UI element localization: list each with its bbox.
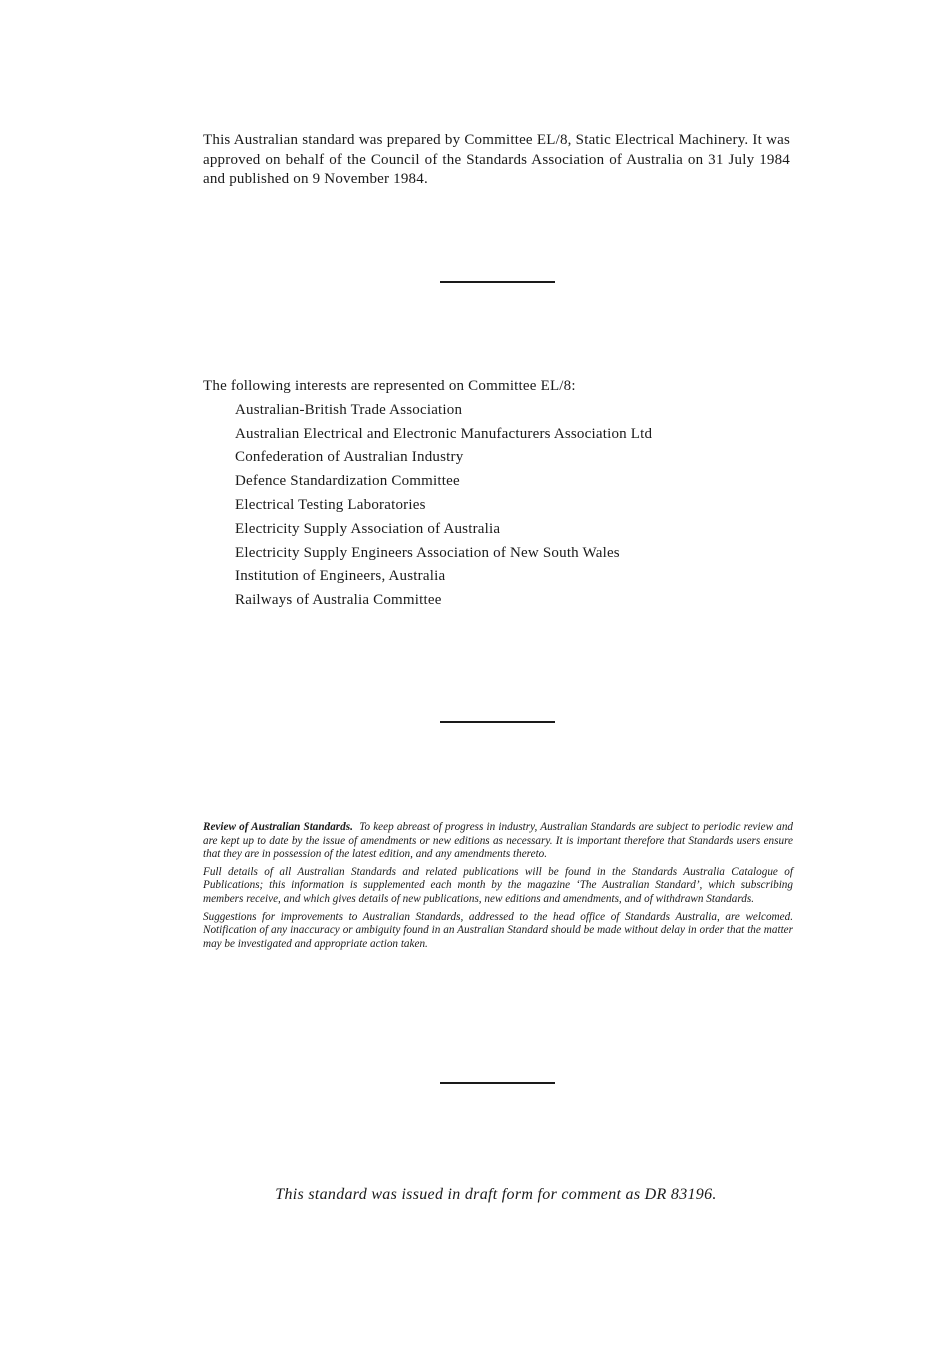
review-paragraph [203, 821, 793, 862]
committee-interests [203, 375, 790, 613]
interest-item: Institution of Engineers, Australia [235, 568, 446, 585]
approval-text: This Australian standard was prepared by Committee EL/8, Static Electrical Machinery. It was approved on behalf of the Council of the Standards Association of Australia on 31 July 1984 and published on 9 November 1984. [203, 132, 790, 187]
divider-rule [440, 721, 555, 723]
interest-item: Australian Electrical and Electronic Manufacturers Association Ltd [235, 425, 653, 442]
divider-rule [440, 1082, 555, 1084]
interest-item: Defence Standardization Committee [235, 473, 460, 490]
review-notice [203, 821, 793, 955]
suggestions-paragraph: Suggestions for improvements to Australian Standards, addressed to the head office of Standards Australia, are welcomed. Notification of any inaccuracy or ambiguity found in an Australian Standard should be made without delay in order that the matter may be investigated and appropriate action taken. [203, 910, 793, 950]
interests-lead: The following interests are represented on Committee EL/8: [203, 378, 576, 394]
divider-rule [440, 281, 555, 283]
interest-item: Electrical Testing Laboratories [235, 496, 426, 513]
interest-item: Railways of Australia Committee [235, 592, 442, 609]
draft-note: This standard was issued in draft form for comment as DR 83196. [275, 1186, 717, 1203]
interest-item: Electricity Supply Engineers Association of New South Wales [235, 544, 620, 561]
approval-statement [203, 131, 790, 190]
interest-item: Electricity Supply Association of Australia [235, 520, 501, 537]
interest-item: Australian-British Trade Association [235, 401, 463, 418]
catalogue-paragraph: Full details of all Australian Standards and related publications will be found in the Standards Australia Catalogue of Publications; this information is supplemented each month by the magazine ‘The Australian Standard’, which subscribing members receive, and which gives details of new publications, new editions and amendments, and of withdrawn Standards. [203, 865, 793, 905]
interest-item: Confederation of Australian Industry [235, 449, 464, 466]
review-heading: Review of Australian Standards. [203, 821, 353, 833]
interests-list [203, 399, 790, 613]
review-text: To keep abreast of progress in industry, Australian Standards are subject to periodic review and are kept up to date by the issue of amendments or new editions as necessary. It is important therefore that Standards users ensure that they are in possession of the latest edition, and any amendments thereto. [203, 821, 794, 861]
